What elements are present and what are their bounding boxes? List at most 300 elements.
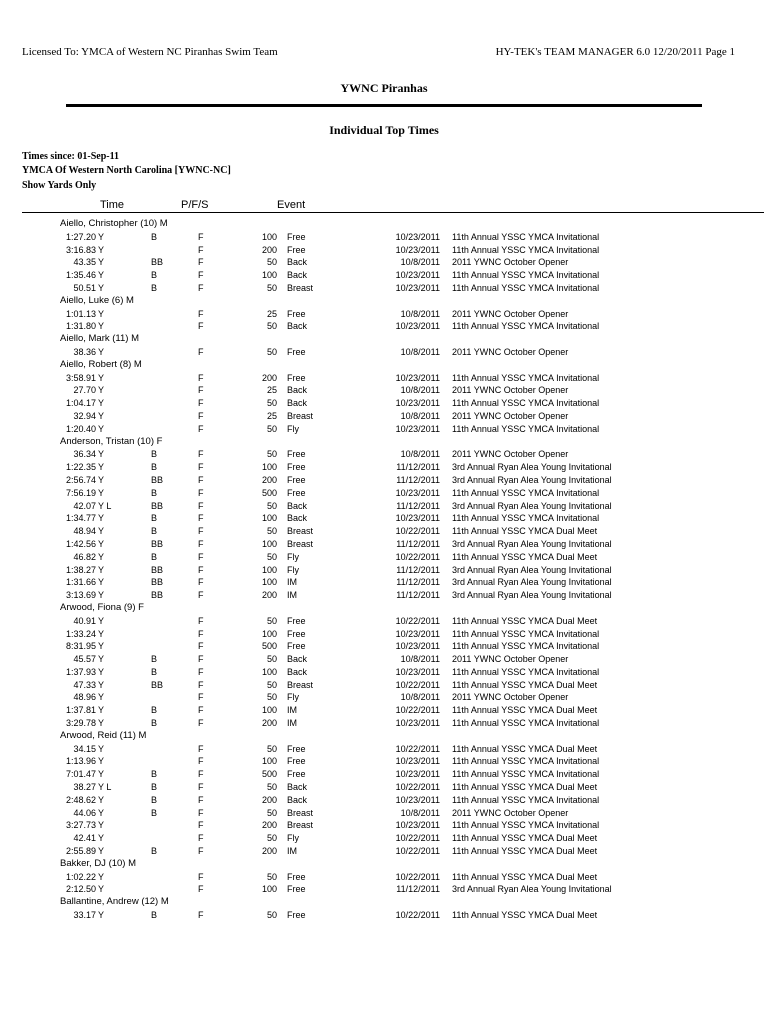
result-meet: 11th Annual YSSC YMCA Invitational	[452, 231, 600, 242]
result-course: Y	[98, 807, 105, 818]
result-standard: B	[151, 782, 158, 793]
result-course: Y	[98, 244, 105, 255]
result-course: Y	[98, 718, 105, 729]
result-meet: 2011 YWNC October Opener	[452, 346, 569, 357]
filter-note: Show Yards Only	[22, 180, 97, 191]
result-date: 10/23/2011	[395, 820, 440, 831]
result-stroke: Breast	[287, 526, 314, 537]
result-pfs: F	[198, 526, 204, 537]
organization: YMCA Of Western North Carolina [YWNC-NC]	[22, 165, 231, 176]
result-stroke: Free	[287, 910, 306, 921]
result-meet: 2011 YWNC October Opener	[452, 807, 569, 818]
result-row	[0, 871, 768, 884]
result-course: Y	[98, 615, 105, 626]
result-course: Y	[98, 743, 105, 754]
result-stroke: Breast	[287, 538, 314, 549]
result-standard: B	[151, 270, 158, 281]
times-since: Times since: 01-Sep-11	[22, 151, 120, 162]
result-pfs: F	[198, 679, 204, 690]
result-time: 2:12.50	[65, 884, 96, 895]
swimmer-name: Ballantine, Andrew (12) M	[60, 896, 169, 908]
result-date: 10/8/2011	[400, 346, 440, 357]
result-stroke: Free	[287, 231, 306, 242]
result-stroke: Breast	[287, 807, 314, 818]
swimmer-name: Aiello, Christopher (10) M	[60, 218, 168, 229]
result-meet: 11th Annual YSSC YMCA Invitational	[452, 372, 600, 383]
result-row	[0, 768, 768, 781]
result-row	[0, 615, 768, 628]
result-stroke: IM	[287, 577, 297, 588]
result-pfs: F	[198, 513, 204, 524]
result-standard: B	[151, 551, 158, 562]
result-pfs: F	[198, 423, 204, 434]
result-date: 10/8/2011	[400, 410, 440, 421]
result-meet: 2011 YWNC October Opener	[452, 385, 569, 396]
result-pfs: F	[198, 769, 204, 780]
result-date: 10/8/2011	[400, 654, 440, 665]
result-meet: 3rd Annual Ryan Alea Young Invitational	[452, 564, 612, 575]
result-time: 2:55.89	[65, 846, 96, 857]
swimmer-header	[0, 896, 768, 909]
result-date: 10/22/2011	[395, 526, 440, 537]
result-course: Y	[98, 833, 105, 844]
result-meet: 11th Annual YSSC YMCA Invitational	[452, 270, 600, 281]
result-distance: 500	[261, 769, 277, 780]
result-distance: 500	[261, 487, 277, 498]
result-stroke: Back	[287, 257, 308, 268]
result-pfs: F	[198, 500, 204, 511]
result-distance: 100	[261, 884, 277, 895]
result-date: 11/12/2011	[396, 564, 440, 575]
result-meet: 11th Annual YSSC YMCA Dual Meet	[452, 871, 598, 882]
result-time: 1:31.80	[65, 321, 96, 332]
swimmer-name: Bakker, DJ (10) M	[60, 857, 137, 869]
result-pfs: F	[198, 321, 204, 332]
result-time: 50.51	[73, 282, 96, 293]
result-course: Y	[98, 513, 105, 524]
swimmer-name: Aiello, Luke (6) M	[60, 294, 134, 306]
result-pfs: F	[198, 615, 204, 626]
result-course: Y	[98, 474, 105, 485]
result-row	[0, 704, 768, 717]
result-standard: B	[151, 705, 158, 716]
result-course: Y	[98, 551, 105, 562]
swimmer-header	[0, 858, 768, 871]
result-distance: 50	[266, 321, 277, 332]
result-date: 10/8/2011	[400, 257, 440, 268]
result-row	[0, 653, 768, 666]
result-pfs: F	[198, 910, 204, 921]
result-meet: 3rd Annual Ryan Alea Young Invitational	[452, 590, 612, 601]
result-pfs: F	[198, 282, 204, 293]
result-row	[0, 269, 768, 282]
result-distance: 50	[266, 500, 277, 511]
result-row	[0, 640, 768, 653]
result-course: Y	[98, 577, 105, 588]
result-pfs: F	[198, 462, 204, 473]
swimmer-name: Aiello, Mark (11) M	[60, 333, 140, 345]
result-pfs: F	[198, 257, 204, 268]
result-time: 1:35.46	[65, 270, 96, 281]
result-standard: BB	[151, 590, 164, 601]
result-distance: 200	[261, 794, 277, 805]
result-pfs: F	[198, 244, 204, 255]
result-course: Y	[98, 794, 105, 805]
result-time: 34.15	[73, 743, 96, 754]
result-date: 10/23/2011	[395, 513, 440, 524]
result-date: 10/22/2011	[395, 743, 440, 754]
result-time: 3:16.83	[65, 244, 96, 255]
result-date: 10/23/2011	[395, 666, 440, 677]
result-meet: 11th Annual YSSC YMCA Invitational	[452, 718, 600, 729]
result-row	[0, 346, 768, 359]
result-stroke: Free	[287, 346, 306, 357]
result-standard: B	[151, 769, 158, 780]
result-standard: B	[151, 449, 158, 460]
result-course: Y	[98, 449, 105, 460]
result-standard: BB	[151, 577, 164, 588]
result-stroke: Fly	[287, 833, 299, 844]
result-distance: 50	[266, 833, 277, 844]
result-time: 44.06	[73, 807, 96, 818]
result-distance: 100	[261, 564, 277, 575]
result-stroke: Free	[287, 244, 306, 255]
result-date: 11/12/2011	[396, 577, 440, 588]
swimmer-name: Arwood, Reid (11) M	[60, 729, 147, 741]
result-row	[0, 794, 768, 807]
result-time: 2:48.62	[65, 794, 96, 805]
result-pfs: F	[198, 398, 204, 409]
result-time: 48.96	[73, 692, 96, 703]
result-pfs: F	[198, 270, 204, 281]
result-stroke: Free	[287, 884, 306, 895]
result-distance: 200	[261, 474, 277, 485]
result-distance: 50	[266, 398, 277, 409]
result-distance: 100	[261, 756, 277, 767]
swimmer-name: Aiello, Robert (8) M	[60, 358, 142, 370]
result-stroke: Free	[287, 615, 306, 626]
result-course: Y	[98, 423, 105, 434]
result-distance: 100	[261, 538, 277, 549]
result-date: 10/23/2011	[395, 487, 440, 498]
result-meet: 11th Annual YSSC YMCA Invitational	[452, 756, 600, 767]
result-meet: 2011 YWNC October Opener	[452, 692, 569, 703]
result-pfs: F	[198, 641, 204, 652]
result-date: 10/23/2011	[395, 244, 440, 255]
result-distance: 50	[266, 743, 277, 754]
result-course: Y	[98, 692, 105, 703]
result-standard: B	[151, 282, 158, 293]
result-meet: 11th Annual YSSC YMCA Invitational	[452, 641, 600, 652]
result-meet: 2011 YWNC October Opener	[452, 308, 569, 319]
result-pfs: F	[198, 871, 204, 882]
result-row	[0, 256, 768, 269]
result-date: 10/23/2011	[395, 270, 440, 281]
result-pfs: F	[198, 577, 204, 588]
result-stroke: Back	[287, 654, 308, 665]
result-stroke: Free	[287, 462, 306, 473]
result-course: Y	[98, 769, 105, 780]
result-date: 10/23/2011	[395, 794, 440, 805]
result-time: 1:34.77	[65, 513, 96, 524]
result-meet: 11th Annual YSSC YMCA Invitational	[452, 666, 600, 677]
result-meet: 11th Annual YSSC YMCA Dual Meet	[452, 846, 598, 857]
result-time: 3:13.69	[65, 590, 96, 601]
result-date: 10/22/2011	[395, 910, 440, 921]
result-time: 3:29.78	[65, 718, 96, 729]
result-stroke: Free	[287, 449, 306, 460]
result-course: Y	[98, 346, 105, 357]
result-course: Y	[98, 666, 105, 677]
result-standard: BB	[151, 538, 164, 549]
result-time: 46.82	[73, 551, 96, 562]
result-pfs: F	[198, 705, 204, 716]
result-row	[0, 909, 768, 922]
result-distance: 50	[266, 423, 277, 434]
result-pfs: F	[198, 551, 204, 562]
result-time: 36.34	[73, 449, 96, 460]
result-stroke: Back	[287, 270, 308, 281]
result-date: 10/8/2011	[400, 449, 440, 460]
result-pfs: F	[198, 449, 204, 460]
col-event: Event	[277, 199, 306, 211]
result-standard: B	[151, 231, 158, 242]
report-title: Individual Top Times	[329, 123, 439, 137]
result-standard: BB	[151, 257, 164, 268]
result-date: 11/12/2011	[396, 590, 440, 601]
result-row	[0, 461, 768, 474]
result-pfs: F	[198, 884, 204, 895]
result-date: 10/23/2011	[395, 282, 440, 293]
software-version-text: HY-TEK's TEAM MANAGER 6.0 12/20/2011 Page 1	[495, 46, 735, 58]
result-pfs: F	[198, 743, 204, 754]
result-row	[0, 410, 768, 423]
result-time: 38.36	[73, 346, 96, 357]
result-time: 1:33.24	[65, 628, 96, 639]
result-standard: B	[151, 513, 158, 524]
result-row	[0, 512, 768, 525]
result-stroke: Back	[287, 321, 308, 332]
result-distance: 200	[261, 820, 277, 831]
result-course: Y	[98, 679, 105, 690]
result-row	[0, 423, 768, 436]
result-stroke: Free	[287, 372, 306, 383]
result-meet: 11th Annual YSSC YMCA Dual Meet	[452, 743, 598, 754]
result-row	[0, 474, 768, 487]
result-distance: 25	[266, 308, 277, 319]
result-course: Y	[98, 282, 105, 293]
result-course: Y	[98, 756, 105, 767]
result-row	[0, 500, 768, 513]
result-date: 10/8/2011	[400, 807, 440, 818]
result-meet: 11th Annual YSSC YMCA Invitational	[452, 423, 600, 434]
result-course: Y	[98, 538, 105, 549]
result-course: Y L	[98, 500, 112, 511]
result-meet: 11th Annual YSSC YMCA Invitational	[452, 628, 600, 639]
result-course: Y	[98, 410, 105, 421]
result-distance: 200	[261, 372, 277, 383]
team-name: YWNC Piranhas	[340, 81, 428, 95]
result-course: Y	[98, 372, 105, 383]
result-time: 38.27	[73, 782, 96, 793]
result-meet: 3rd Annual Ryan Alea Young Invitational	[452, 538, 612, 549]
result-pfs: F	[198, 756, 204, 767]
result-course: Y	[98, 398, 105, 409]
result-pfs: F	[198, 372, 204, 383]
result-row	[0, 883, 768, 896]
result-distance: 50	[266, 679, 277, 690]
result-date: 11/12/2011	[396, 884, 440, 895]
result-row	[0, 819, 768, 832]
result-meet: 11th Annual YSSC YMCA Invitational	[452, 820, 600, 831]
result-meet: 11th Annual YSSC YMCA Invitational	[452, 487, 600, 498]
result-time: 1:37.81	[65, 705, 96, 716]
result-stroke: Back	[287, 398, 308, 409]
result-course: Y	[98, 654, 105, 665]
result-row	[0, 397, 768, 410]
result-row	[0, 487, 768, 500]
result-course: Y L	[98, 782, 112, 793]
result-distance: 50	[266, 615, 277, 626]
result-row	[0, 282, 768, 295]
result-stroke: Fly	[287, 692, 299, 703]
result-row	[0, 231, 768, 244]
result-standard: B	[151, 794, 158, 805]
result-distance: 50	[266, 257, 277, 268]
result-row	[0, 372, 768, 385]
result-course: Y	[98, 884, 105, 895]
result-distance: 100	[261, 462, 277, 473]
result-row	[0, 628, 768, 641]
result-time: 1:27.20	[65, 231, 96, 242]
result-pfs: F	[198, 807, 204, 818]
result-standard: B	[151, 846, 158, 857]
result-stroke: Back	[287, 513, 308, 524]
result-date: 10/23/2011	[395, 628, 440, 639]
result-course: Y	[98, 487, 105, 498]
result-standard: B	[151, 718, 158, 729]
result-row	[0, 717, 768, 730]
result-time: 43.35	[73, 257, 96, 268]
swimmer-header	[0, 295, 768, 308]
result-meet: 11th Annual YSSC YMCA Dual Meet	[452, 782, 598, 793]
result-date: 10/22/2011	[395, 551, 440, 562]
result-stroke: Free	[287, 474, 306, 485]
result-pfs: F	[198, 590, 204, 601]
result-course: Y	[98, 385, 105, 396]
result-time: 7:56.19	[65, 487, 96, 498]
result-time: 1:38.27	[65, 564, 96, 575]
result-distance: 500	[261, 641, 277, 652]
result-standard: B	[151, 807, 158, 818]
result-stroke: Free	[287, 743, 306, 754]
result-date: 10/22/2011	[395, 679, 440, 690]
result-meet: 2011 YWNC October Opener	[452, 410, 569, 421]
result-date: 10/23/2011	[395, 423, 440, 434]
result-time: 2:56.74	[65, 474, 96, 485]
result-standard: B	[151, 462, 158, 473]
result-row	[0, 807, 768, 820]
result-standard: BB	[151, 500, 164, 511]
result-date: 10/22/2011	[395, 615, 440, 626]
result-time: 1:31.66	[65, 577, 96, 588]
result-distance: 50	[266, 692, 277, 703]
swimmer-header	[0, 333, 768, 346]
result-distance: 100	[261, 705, 277, 716]
result-meet: 11th Annual YSSC YMCA Dual Meet	[452, 615, 598, 626]
result-stroke: Breast	[287, 679, 314, 690]
result-meet: 11th Annual YSSC YMCA Dual Meet	[452, 910, 598, 921]
result-distance: 200	[261, 590, 277, 601]
result-course: Y	[98, 526, 105, 537]
result-meet: 11th Annual YSSC YMCA Dual Meet	[452, 679, 598, 690]
result-stroke: IM	[287, 846, 297, 857]
result-time: 45.57	[73, 654, 96, 665]
result-distance: 200	[261, 846, 277, 857]
result-distance: 100	[261, 577, 277, 588]
result-date: 10/23/2011	[395, 718, 440, 729]
result-time: 1:20.40	[65, 423, 96, 434]
result-stroke: Back	[287, 666, 308, 677]
result-pfs: F	[198, 654, 204, 665]
result-row	[0, 551, 768, 564]
result-stroke: Back	[287, 500, 308, 511]
result-row	[0, 845, 768, 858]
result-time: 42.07	[73, 500, 96, 511]
result-pfs: F	[198, 564, 204, 575]
result-row	[0, 525, 768, 538]
result-meet: 11th Annual YSSC YMCA Dual Meet	[452, 526, 598, 537]
result-time: 7:01.47	[65, 769, 96, 780]
result-course: Y	[98, 820, 105, 831]
result-standard: B	[151, 526, 158, 537]
swimmer-header	[0, 359, 768, 372]
result-pfs: F	[198, 628, 204, 639]
result-time: 33.17	[73, 910, 96, 921]
result-date: 10/23/2011	[395, 756, 440, 767]
result-course: Y	[98, 231, 105, 242]
result-stroke: Free	[287, 641, 306, 652]
result-meet: 2011 YWNC October Opener	[452, 449, 569, 460]
result-time: 1:02.22	[65, 871, 96, 882]
result-course: Y	[98, 462, 105, 473]
col-pfs: P/F/S	[181, 199, 209, 211]
result-meet: 2011 YWNC October Opener	[452, 654, 569, 665]
result-meet: 11th Annual YSSC YMCA Invitational	[452, 321, 600, 332]
result-pfs: F	[198, 538, 204, 549]
result-time: 1:42.56	[65, 538, 96, 549]
result-row	[0, 691, 768, 704]
result-date: 10/22/2011	[395, 833, 440, 844]
result-stroke: Free	[287, 756, 306, 767]
result-stroke: Back	[287, 782, 308, 793]
result-row	[0, 538, 768, 551]
results-list	[0, 218, 768, 922]
result-row	[0, 832, 768, 845]
result-distance: 100	[261, 628, 277, 639]
result-distance: 50	[266, 910, 277, 921]
result-pfs: F	[198, 846, 204, 857]
result-stroke: Breast	[287, 820, 314, 831]
result-standard: BB	[151, 474, 164, 485]
swimmer-name: Arwood, Fiona (9) F	[60, 601, 144, 613]
result-meet: 11th Annual YSSC YMCA Invitational	[452, 794, 600, 805]
result-meet: 11th Annual YSSC YMCA Invitational	[452, 282, 600, 293]
result-meet: 3rd Annual Ryan Alea Young Invitational	[452, 500, 612, 511]
result-stroke: IM	[287, 705, 297, 716]
result-row	[0, 743, 768, 756]
result-standard: B	[151, 654, 158, 665]
